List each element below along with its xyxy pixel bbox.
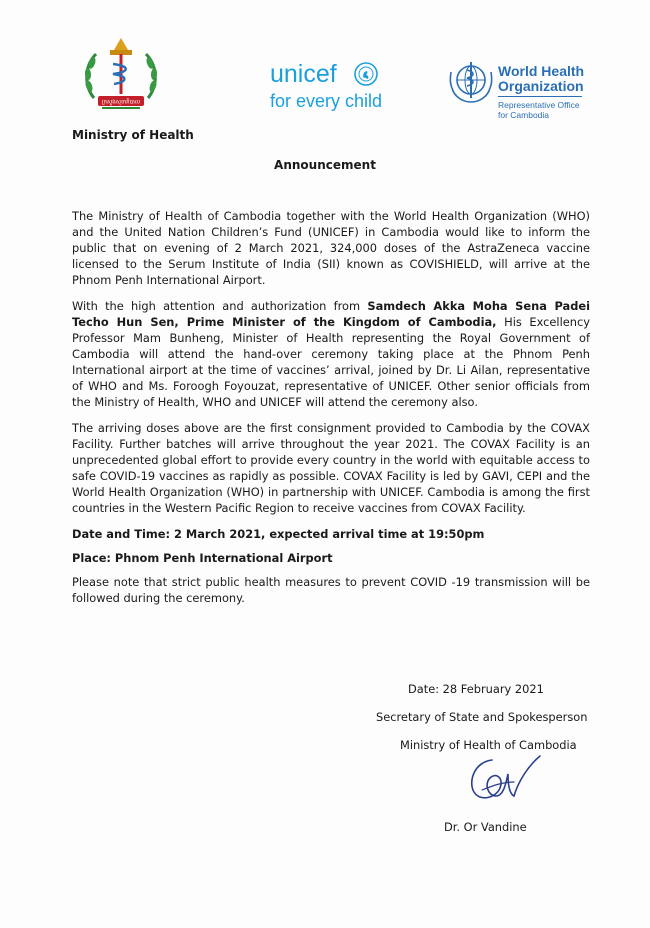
- who-office: [498, 100, 580, 120]
- paragraph-ceremony-lead: With the high attention and authorization from: [72, 299, 368, 313]
- paragraph-ceremony: [72, 298, 590, 410]
- place-line: Place: Phnom Penh International Airport: [72, 551, 333, 565]
- prime-minister-name: Samdech Akka Moha Sena Padei Techo Hun Sen, Prime Minister of the Kingdom of Cambodia,: [72, 299, 590, 329]
- paragraph-ceremony-rest: His Excellency Professor Mam Bunheng, Minister of Health representing the Royal Government of Cambodia will attend the hand-over ceremony taking place at the Phnom Penh International airport at the time of vaccines’ arrival, joined by Dr. Li Ailan, representative of WHO and Ms. Foroogh Foyouzat, representative of UNICEF. Other senior officials from the Ministry of Health, WHO and UNICEF will attend the ceremony also.: [72, 315, 590, 409]
- ministry-of-health-emblem: [80, 36, 162, 118]
- announcement-title: Announcement: [274, 158, 376, 172]
- who-logo: [448, 56, 598, 126]
- unicef-tagline: for every child: [270, 91, 383, 111]
- who-divider: [498, 96, 582, 97]
- paragraph-covax: The arriving doses above are the first consignment provided to Cambodia by the COVAX Facility. Further batches will arrive throughout the year 2021. The COVAX Facility is an unprecedented global effort to provide every country in the world with equitable access to safe COVID-19 vaccines as rapidly as possible. COVAX Facility is led by GAVI, CEPI and the World Health Organization (WHO) in partnership with UNICEF. Cambodia is among the first countries in the Western Pacific Region to receive vaccines from COVAX Facility.: [72, 421, 590, 515]
- who-name-line1: World Health: [498, 63, 585, 79]
- announcement-body: [72, 208, 590, 616]
- who-office-line1: Representative Office: [498, 100, 580, 110]
- paragraph-intro: The Ministry of Health of Cambodia together with the World Health Organization (WHO) and the United Nation Children’s Fund (UNICEF) in Cambodia would like to inform the public that on evening of 2 March 2021, 324,000 doses of the AstraZeneca vaccine licensed to the Serum Institute of India (SII) known as COVISHIELD, will arrive at the Phnom Penh International Airport.: [72, 209, 590, 287]
- signatory-organization: Ministry of Health of Cambodia: [400, 738, 577, 752]
- handwritten-signature: [462, 752, 554, 808]
- who-name: [498, 64, 584, 94]
- signatory-title: Secretary of State and Spokesperson: [376, 710, 588, 724]
- who-emblem-icon: [448, 58, 494, 104]
- who-office-line2: for Cambodia: [498, 110, 550, 120]
- signature-date: Date: 28 February 2021: [408, 682, 544, 696]
- signatory-name: Dr. Or Vandine: [444, 820, 527, 834]
- ministry-name: Ministry of Health: [72, 128, 194, 142]
- svg-text:ក្រសួងសុខាភិបាល: ក្រសួងសុខាភិបាល: [101, 99, 141, 106]
- date-time-line: Date and Time: 2 March 2021, expected arrival time at 19:50pm: [72, 527, 485, 541]
- paragraph-note: Please note that strict public health measures to prevent COVID -19 transmission will be followed during the ceremony.: [72, 575, 590, 605]
- unicef-logo: [270, 60, 390, 112]
- unicef-globe-icon: [354, 62, 378, 86]
- unicef-wordmark: unicef: [270, 60, 337, 88]
- who-name-line2: Organization: [498, 78, 584, 94]
